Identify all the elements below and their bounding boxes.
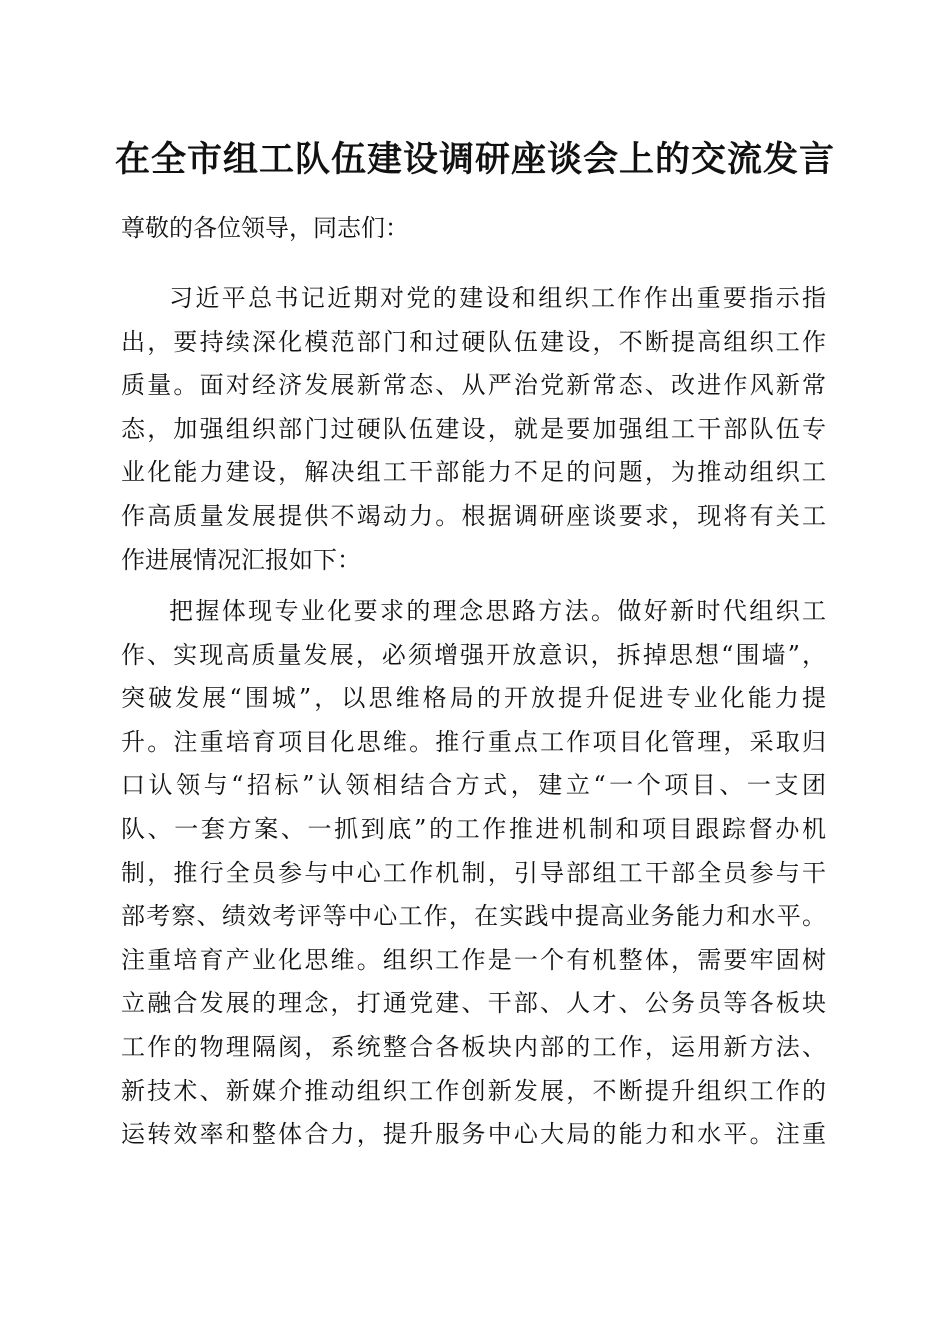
paragraph-line: 作、实现高质量发展，必须增强开放意识，拆掉思想“围墙”，: [121, 640, 826, 669]
paragraph-line: 业化能力建设，解决组工干部能力不足的问题，为推动组织工: [121, 458, 826, 487]
paragraph-2: [121, 590, 826, 1157]
paragraph-line: 新技术、新媒介推动组织工作创新发展，不断提升组织工作的: [121, 1076, 826, 1105]
document-title: 在全市组工队伍建设调研座谈会上的交流发言: [114, 139, 835, 180]
paragraph-line: 作高质量发展提供不竭动力。根据调研座谈要求，现将有关工: [121, 501, 826, 530]
paragraph-line: 质量。面对经济发展新常态、从严治党新常态、改进作风新常: [121, 371, 826, 400]
paragraph-line: 把握体现专业化要求的理念思路方法。做好新时代组织工: [169, 597, 826, 625]
salutation: 尊敬的各位领导，同志们：: [121, 214, 409, 242]
paragraph-line: 工作的物理隔阂，系统整合各板块内部的工作，运用新方法、: [121, 1032, 826, 1061]
paragraph-line: 运转效率和整体合力，提升服务中心大局的能力和水平。注重: [121, 1120, 826, 1149]
paragraph-line: 口认领与“招标”认领相结合方式，建立“一个项目、一支团: [121, 771, 826, 800]
paragraph-line: 作进展情况汇报如下：: [121, 545, 361, 574]
paragraph-1: [121, 277, 826, 582]
paragraph-line: 突破发展“围城”，以思维格局的开放提升促进专业化能力提: [121, 684, 826, 713]
paragraph-line: 注重培育产业化思维。组织工作是一个有机整体，需要牢固树: [121, 945, 826, 974]
paragraph-line: 部考察、绩效考评等中心工作，在实践中提高业务能力和水平。: [121, 902, 826, 931]
paragraph-line: 升。注重培育项目化思维。推行重点工作项目化管理，采取归: [121, 727, 826, 756]
paragraph-line: 习近平总书记近期对党的建设和组织工作作出重要指示指: [169, 284, 826, 312]
paragraph-line: 出，要持续深化模范部门和过硬队伍建设，不断提高组织工作: [121, 327, 826, 356]
paragraph-line: 队、一套方案、一抓到底”的工作推进机制和项目跟踪督办机: [121, 814, 826, 843]
paragraph-line: 立融合发展的理念，打通党建、干部、人才、公务员等各板块: [121, 989, 826, 1018]
paragraph-line: 制，推行全员参与中心工作机制，引导部组工干部全员参与干: [121, 858, 826, 887]
paragraph-line: 态，加强组织部门过硬队伍建设，就是要加强组工干部队伍专: [121, 414, 826, 443]
